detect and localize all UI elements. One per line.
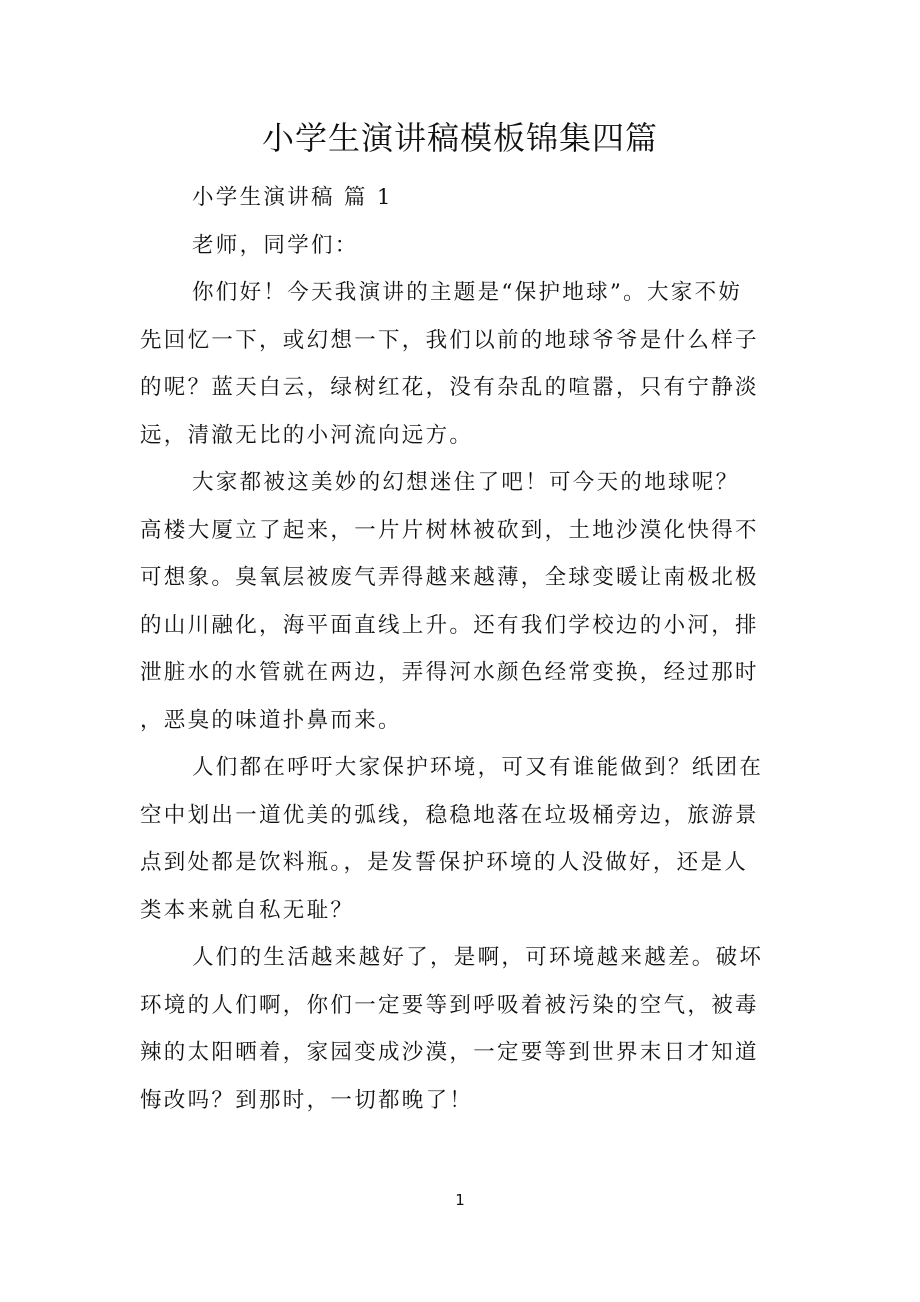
paragraph-2-line: 泄脏水的水管就在两边，弄得河水颜色经常变换，经过那时 bbox=[140, 660, 759, 685]
paragraph-3-line: 人们都在呼吁大家保护环境，可又有谁能做到？纸团在 bbox=[192, 755, 764, 780]
section-heading: 小学生演讲稿 篇 1 bbox=[192, 185, 393, 210]
paragraph-2-line: 大家都被这美妙的幻想迷住了吧！可今天的地球呢？ bbox=[192, 470, 740, 495]
paragraph-1-line: 的呢？蓝天白云，绿树红花，没有杂乱的喧嚣，只有宁静淡 bbox=[140, 375, 759, 400]
paragraph-1-line: 远，清澈无比的小河流向远方。 bbox=[140, 422, 474, 448]
paragraph-3-line: 点到处都是饮料瓶。，是发誓保护环境的人没做好，还是人 bbox=[140, 850, 749, 875]
document-title: 小学生演讲稿模板锦集四篇 bbox=[261, 119, 658, 157]
paragraph-4-line: 环境的人们啊，你们一定要等到呼吸着被污染的空气，被毒 bbox=[140, 992, 759, 1018]
paragraph-4-line: 悔改吗？到那时，一切都晚了！ bbox=[140, 1087, 474, 1113]
paragraph-2-line: 高楼大厦立了起来，一片片树林被砍到，土地沙漠化快得不 bbox=[140, 517, 759, 543]
paragraph-3-line: 类本来就自私无耻？ bbox=[140, 897, 355, 923]
salutation: 老师，同学们： bbox=[192, 232, 359, 258]
paragraph-2-line: 的山川融化，海平面直线上升。还有我们学校边的小河，排 bbox=[140, 612, 759, 638]
paragraph-4-line: 人们的生活越来越好了，是啊，可环境越来越差。破坏 bbox=[192, 945, 764, 970]
paragraph-1-line: 先回忆一下，或幻想一下，我们以前的地球爷爷是什么样子 bbox=[140, 327, 759, 353]
paragraph-2-line: 可想象。臭氧层被废气弄得越来越薄，全球变暖让南极北极 bbox=[140, 565, 759, 590]
paragraph-1-line: 你们好！今天我演讲的主题是“保护地球”。大家不妨 bbox=[192, 280, 743, 305]
paragraph-3-line: 空中划出一道优美的弧线，稳稳地落在垃圾桶旁边，旅游景 bbox=[140, 802, 759, 828]
paragraph-4-line: 辣的太阳晒着，家园变成沙漠，一定要等到世界末日才知道 bbox=[140, 1040, 759, 1065]
page-number: 1 bbox=[455, 1191, 465, 1209]
document-body bbox=[140, 174, 781, 1124]
paragraph-2-line: ，恶臭的味道扑鼻而来。 bbox=[140, 707, 402, 733]
